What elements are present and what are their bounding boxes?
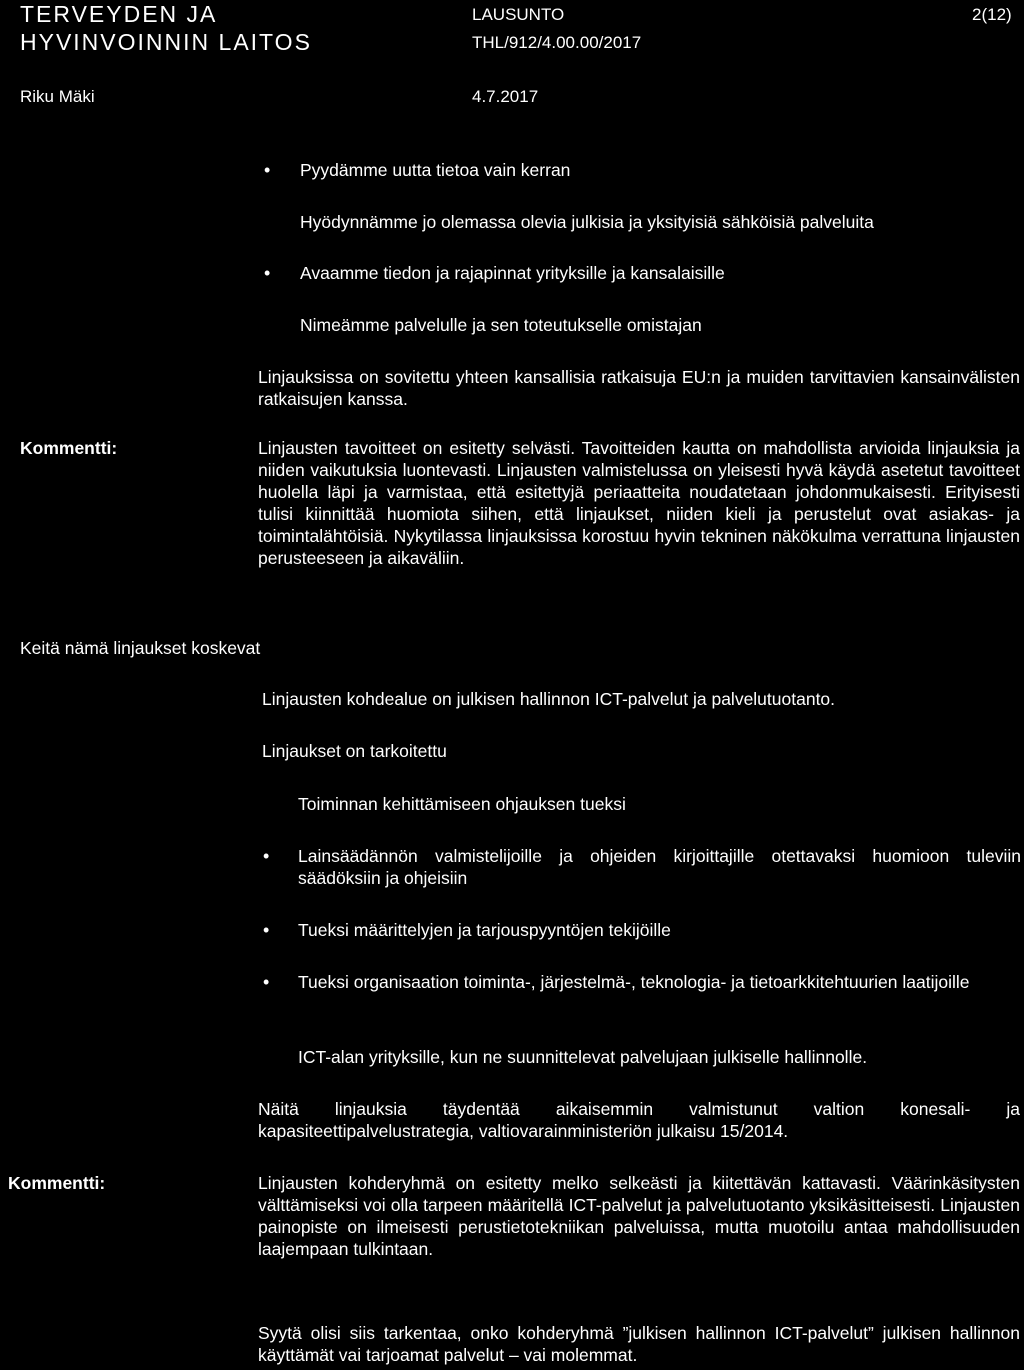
author-name: Riku Mäki [20,87,95,106]
org-name-line1: TERVEYDEN JA [20,1,218,27]
bullet-icon: • [263,846,270,866]
page-number: 2(12) [972,5,1012,24]
paragraph: Syytä olisi siis tarkentaa, onko kohderyhmä ”julkisen hallinnon ICT-palvelut” julkisen hallinnon käyttämät vai tarjoamat palvelut – vai molemmat. [258,1323,1020,1365]
list-item: Hyödynnämme jo olemassa olevia julkisia ja yksityisiä sähköisiä palveluita [300,212,874,232]
list-item: Tueksi organisaation toiminta-, järjestelmä-, teknologia- ja tietoarkkitehtuurien laatijoille [298,972,970,992]
list-item: Toiminnan kehittämiseen ohjauksen tueksi [298,794,626,814]
list-item: Pyydämme uutta tietoa vain kerran [300,160,571,180]
document-date: 4.7.2017 [472,87,539,106]
paragraph: Näitä linjauksia täydentää aikaisemmin valmistunut valtion konesali- ja kapasiteettipalvelustrategia, valtiovarainministeriön julkaisu 15/2014. [258,1099,1020,1141]
reference-number: THL/912/4.00.00/2017 [472,33,642,52]
paragraph: Linjausten kohdealue on julkisen hallinnon ICT-palvelut ja palvelutuotanto. [262,689,836,709]
comment-text: Linjausten tavoitteet on esitetty selvästi. Tavoitteiden kautta on mahdollista arvioida linjauksia ja niiden vaikutuksia luontevasti. Linjausten valmistelussa on yleisesti hyvä käydä asetetut tavoitteet huolella läpi ja varmistaa, että esitettyjä periaatteita noudatetaan johdonmukaisesti. Erityisesti tulisi kiinnittää huomiota siihen, että linjaukset, niiden kieli ja perustelut ovat asiakas- ja toimintalähtöisiä. Nykytilassa linjauksissa korostuu hyvin tekninen näkökulma verrattuna linjausten perusteeseen ja aikaväliin. [258,438,1020,568]
section-heading: Keitä nämä linjaukset koskevat [20,638,261,658]
comment-label: Kommentti: [20,438,118,458]
comment-label: Kommentti: [8,1173,106,1193]
bullet-icon: • [263,972,270,992]
bullet-icon: • [263,920,270,940]
comment-text: Linjausten kohderyhmä on esitetty melko selkeästi ja kiitettävän kattavasti. Väärinkäsitysten välttämiseksi voi olla tarpeen määritellä ICT-palvelut ja palvelutuotanto yksikäsitteisesti. Linjausten painopiste on ilmeisesti perustietotekniikan palveluissa, mutta muotoilu antaa mahdollisuuden laajempaan tulkintaan. [258,1173,1020,1259]
list-item: ICT-alan yrityksille, kun ne suunnittelevat palvelujaan julkiselle hallinnolle. [298,1047,868,1067]
bullet-icon: • [264,263,271,283]
paragraph: Linjauksissa on sovitettu yhteen kansallisia ratkaisuja EU:n ja muiden tarvittavien kansainvälisten ratkaisujen kanssa. [258,367,1020,409]
list-item: Tueksi määrittelyjen ja tarjouspyyntöjen tekijöille [298,920,671,940]
bullet-icon: • [264,160,271,180]
list-item: Nimeämme palvelulle ja sen toteutukselle omistajan [300,315,702,335]
document-type: LAUSUNTO [472,5,565,24]
org-name-line2: HYVINVOINNIN LAITOS [20,29,312,55]
list-item: Lainsäädännön valmistelijoille ja ohjeiden kirjoittajille otettavaksi huomioon tuleviin säädöksiin ja ohjeisiin [298,846,1021,888]
list-item: Avaamme tiedon ja rajapinnat yrityksille ja kansalaisille [300,263,725,283]
paragraph: Linjaukset on tarkoitettu [262,741,447,761]
